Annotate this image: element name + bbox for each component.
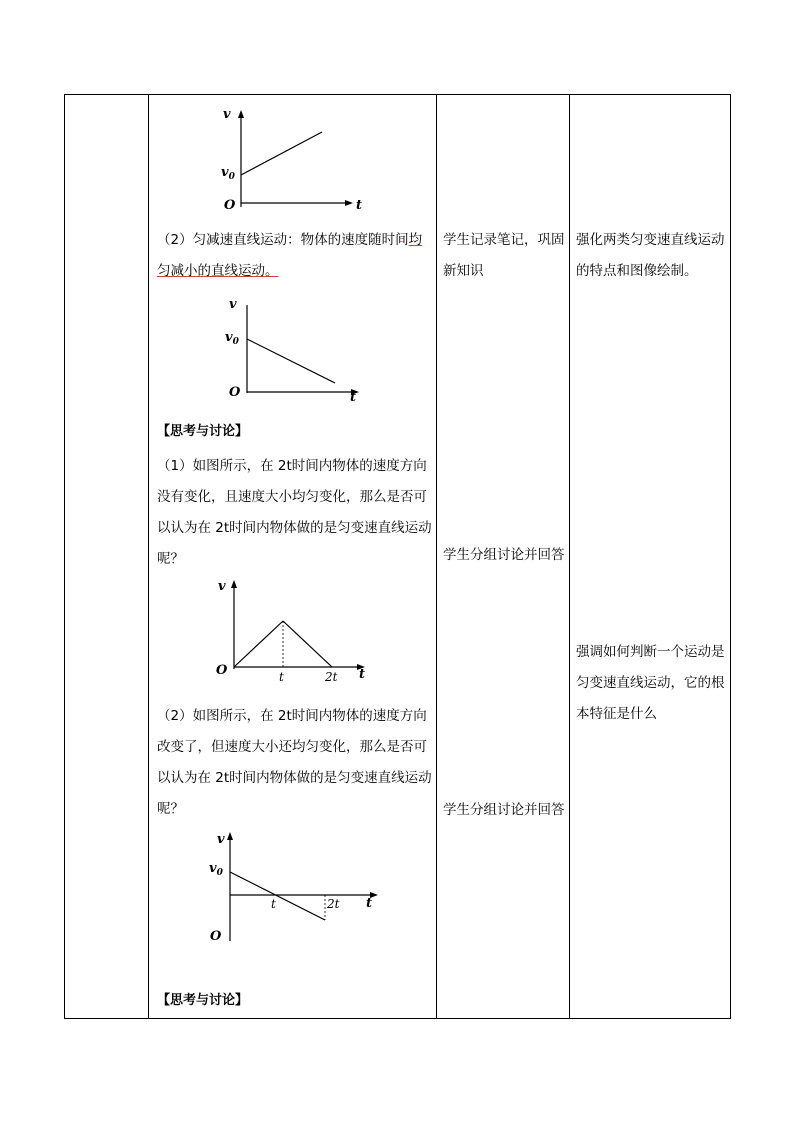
graph3-origin: O: [216, 663, 228, 678]
graph3-rising-line: [234, 621, 283, 667]
graph1-line: [241, 132, 322, 175]
graph2-origin: O: [229, 385, 241, 400]
graph3-t-label: t: [359, 667, 366, 682]
design-purpose-2: 强调如何判断一个运动是匀变速直线运动，它的根本特征是什么: [576, 644, 725, 722]
graph2-v0-label: $v_0$: [225, 330, 239, 347]
graph4-line: [230, 872, 325, 920]
graph4-2t-mark: 2t: [327, 897, 340, 911]
graph1-origin: O: [224, 198, 236, 213]
graph-triangle: [213, 577, 373, 687]
graph-uniform-deceleration: [225, 297, 375, 407]
graph1-v-label: v: [223, 107, 231, 122]
item2-text: （2）匀减速直线运动：物体的速度随时间均匀减小的直线运动。: [157, 232, 423, 279]
design-purpose-1: 强化两类匀变速直线运动的特点和图像绘制。: [576, 232, 725, 279]
graph-uniform-acceleration: [219, 107, 369, 211]
graph1-v0-label: $v_0$: [221, 165, 235, 182]
design-purpose-cell: [570, 95, 731, 1019]
student-activity-cell: [437, 95, 570, 1019]
student-activity-2: 学生分组讨论并回答: [443, 547, 565, 563]
question-1: （1）如图所示，在 2t时间内物体的速度方向没有变化，且速度大小均匀变化，那么是否可以认为在 2t时间内物体做的是匀变速直线运动呢？: [157, 458, 432, 567]
student-activity-1: 学生记录笔记，巩固新知识: [443, 232, 565, 279]
lesson-table: [64, 94, 731, 1019]
question-2: （2）如图所示，在 2t时间内物体的速度方向改变了，但速度大小还均匀变化，那么是否可以认为在 2t时间内物体做的是匀变速直线运动呢？: [157, 708, 432, 817]
discussion-heading-2: 【思考与讨论】: [157, 993, 249, 1008]
graph2-v-label: v: [229, 297, 237, 312]
graph1-t-label: t: [356, 198, 363, 213]
graph2-t-label: t: [350, 390, 357, 405]
graph4-t-label: t: [366, 896, 373, 911]
graph4-t-mark: t: [271, 897, 276, 911]
graph2-line: [247, 339, 335, 383]
graph3-t-mark: t: [279, 670, 284, 684]
student-activity-3: 学生分组讨论并回答: [443, 802, 565, 818]
graph3-falling-line: [283, 621, 332, 667]
graph3-v-label: v: [218, 579, 226, 594]
graph4-v0-label: $v_0$: [209, 861, 223, 878]
graph4-v-label: v: [217, 832, 225, 847]
content-cell: [149, 95, 437, 1019]
graph3-2t-mark: 2t: [325, 670, 338, 684]
blank-cell: [65, 95, 149, 1019]
graph-crossing: [207, 829, 377, 949]
graph4-origin: O: [210, 929, 222, 944]
discussion-heading: 【思考与讨论】: [157, 424, 249, 439]
